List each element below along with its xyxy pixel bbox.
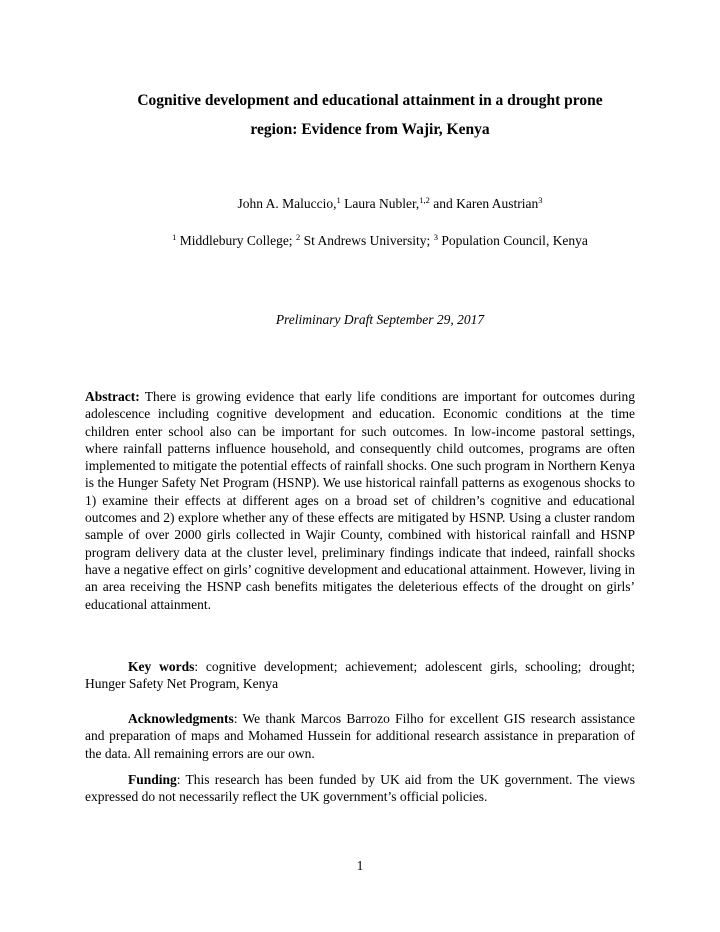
acknowledgments-label: Acknowledgments (128, 711, 234, 726)
abstract-label: Abstract: (85, 389, 140, 404)
author-2: Laura Nubler, (340, 196, 420, 211)
author-2-affil: 1,2 (419, 195, 430, 205)
abstract-text: There is growing evidence that early life conditions are important for outcomes during adolescence including cognitive development and education. Economic conditions at the time children enter school also can be important for such outcomes. In low-income pastoral settings, where rainfall patterns influence household, and consequently child outcomes, programs are often implemented to mitigate the potential effects of rainfall shocks. One such program in Northern Kenya is the Hunger Safety Net Program (HSNP). We use historical rainfall patterns as exogenous shocks to 1) examine their effects at different ages on a broad set of children’s cognitive and educational outcomes and 2) explore whether any of these effects are mitigated by HSNP. Using a cluster random sample of over 2000 girls collected in Wajir County, combined with historical rainfall and HSNP program delivery data at the cluster level, preliminary findings indicate that indeed, rainfall shocks have a negative effect on girls’ cognitive development and educational attainment. However, living in an area receiving the HSNP cash benefits mitigates the deleterious effects of the drought on girls’ educational attainment. (85, 389, 635, 612)
affil-2: St Andrews University; (300, 233, 434, 248)
abstract (85, 388, 635, 613)
author-1-affil: 1 (336, 195, 341, 205)
author-3: and Karen Austrian (429, 196, 539, 211)
title-line-2: region: Evidence from Wajir, Kenya (250, 121, 490, 138)
affil-3: Population Council, Kenya (437, 233, 588, 248)
keywords (85, 658, 635, 693)
page-number: 1 (356, 858, 364, 873)
author-list (100, 196, 680, 212)
affil-3-mark: 3 (433, 232, 438, 242)
affil-1-mark: 1 (172, 232, 177, 242)
keywords-label: Key words (128, 659, 195, 674)
paper-title (100, 86, 640, 144)
affiliation-list (100, 233, 660, 249)
author-1: John A. Maluccio, (237, 196, 337, 211)
acknowledgments (85, 710, 635, 762)
affil-1: Middlebury College; (176, 233, 296, 248)
draft-date: Preliminary Draft September 29, 2017 (275, 312, 485, 327)
affil-2-mark: 2 (295, 232, 301, 242)
title-line-1: Cognitive development and educational attainment in a drought prone (137, 92, 603, 109)
author-3-affil: 3 (538, 195, 543, 205)
funding (85, 771, 635, 806)
funding-label: Funding (128, 772, 177, 787)
keywords-text: : cognitive development; achievement; adolescent girls, schooling; drought; Hunger Safety Net Program, Kenya (85, 659, 635, 692)
acknowledgments-text: : We thank Marcos Barrozo Filho for excellent GIS research assistance and preparation of maps and Mohamed Hussein for additional research assistance in preparation of the data. All remaining errors are our own. (85, 711, 635, 761)
funding-text: : This research has been funded by UK aid from the UK government. The views expressed do not necessarily reflect the UK government’s official policies. (85, 772, 635, 805)
